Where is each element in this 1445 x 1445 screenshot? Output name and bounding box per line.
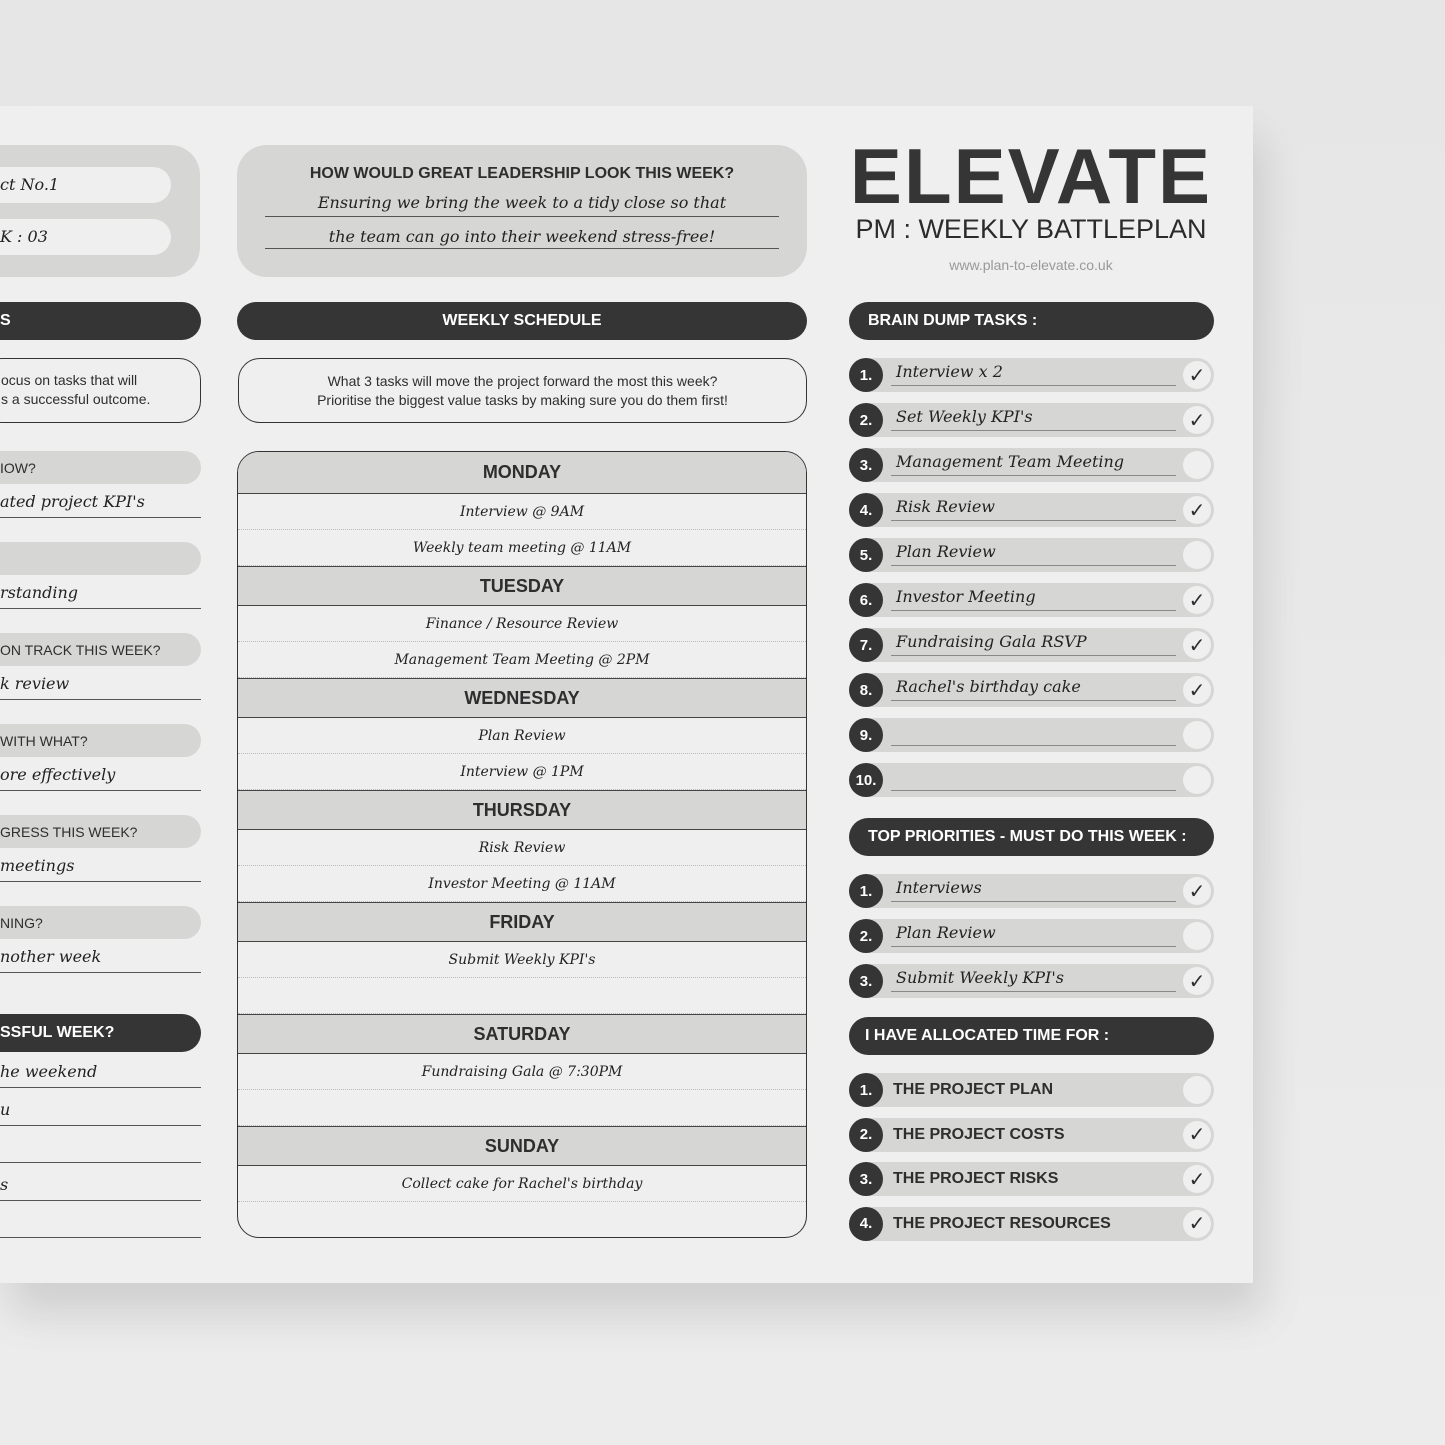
checkbox[interactable] [1183,541,1211,569]
top-priorities-header: TOP PRIORITIES - MUST DO THIS WEEK : [849,818,1214,856]
day-header-tuesday: TUESDAY [238,566,806,606]
item-label: THE PROJECT RISKS [893,1170,1059,1187]
question-pill: IOW? [0,451,201,484]
checkmark-icon: ✓ [1188,1213,1206,1235]
checkmark-icon: ✓ [1188,1124,1206,1146]
checkmark-icon: ✓ [1188,970,1206,993]
weekly-schedule-header: WEEKLY SCHEDULE [237,302,807,340]
brand-block [846,132,1216,273]
item-text-field[interactable]: Submit Weekly KPI's [891,968,1176,992]
priorities-row [849,874,1214,908]
success-answer-line[interactable] [0,1208,201,1238]
schedule-intro-line: What 3 tasks will move the project forward the most this week? [327,373,718,389]
checkmark-icon: ✓ [1188,679,1206,702]
schedule-intro-line: Prioritise the biggest value tasks by making sure you do them first! [317,392,728,408]
allocated-row [849,1162,1214,1196]
brain-dump-row [849,718,1214,752]
checkbox[interactable] [1183,967,1211,995]
answer-line[interactable]: ore effectively [0,761,201,791]
schedule-slot[interactable]: Investor Meeting @ 11AM [238,866,806,902]
brain-dump-header: BRAIN DUMP TASKS : [849,302,1214,340]
day-header-sunday: SUNDAY [238,1126,806,1166]
item-text-field[interactable]: Rachel's birthday cake [891,677,1176,701]
allocated-row [849,1207,1214,1241]
checkmark-icon: ✓ [1188,589,1206,612]
intro-line: ocus on tasks that will [1,372,138,388]
brand-url[interactable]: www.plan-to-elevate.co.uk [949,257,1113,273]
success-section-header: SSFUL WEEK? [0,1014,201,1052]
brain-dump-row [849,358,1214,392]
day-header-monday: MONDAY [238,452,806,494]
checkbox[interactable] [1183,1076,1211,1104]
checkbox[interactable] [1183,1165,1211,1193]
allocated-row [849,1073,1214,1107]
weekly-schedule-table [237,451,807,1238]
checkmark-icon: ✓ [1188,364,1206,387]
schedule-slot[interactable] [238,1090,806,1126]
schedule-slot[interactable]: Finance / Resource Review [238,606,806,642]
leadership-answer-line[interactable]: Ensuring we bring the week to a tidy close so that [265,189,779,217]
item-number-badge: 3. [849,964,883,998]
brain-dump-row [849,403,1214,437]
item-label: THE PROJECT PLAN [893,1081,1054,1098]
item-text-field[interactable]: Plan Review [891,542,1176,566]
item-text-field[interactable]: Interview x 2 [891,362,1176,386]
brain-dump-row [849,628,1214,662]
answer-line[interactable]: ated project KPI's [0,488,201,518]
answer-line[interactable]: meetings [0,852,201,882]
item-number-badge: 5. [849,538,883,572]
item-number-badge: 2. [849,1118,883,1152]
day-header-saturday: SATURDAY [238,1014,806,1054]
checkbox[interactable] [1183,1121,1211,1149]
item-text-field[interactable]: Management Team Meeting [891,452,1176,476]
day-header-friday: FRIDAY [238,902,806,942]
item-text-field[interactable] [891,767,1176,791]
schedule-slot[interactable]: Fundraising Gala @ 7:30PM [238,1054,806,1090]
allocated-row [849,1118,1214,1152]
day-header-wednesday: WEDNESDAY [238,678,806,718]
schedule-slot[interactable]: Weekly team meeting @ 11AM [238,530,806,566]
item-text-field[interactable]: Risk Review [891,497,1176,521]
project-info-box [0,145,200,277]
brain-dump-row [849,493,1214,527]
schedule-intro-box [238,358,807,423]
brand-subtitle: PM : WEEKLY BATTLEPLAN [855,214,1207,244]
leadership-answer-line[interactable]: the team can go into their weekend stress-free! [265,221,779,249]
question-pill: GRESS THIS WEEK? [0,815,201,848]
answer-line[interactable]: nother week [0,943,201,973]
checkbox[interactable] [1183,586,1211,614]
schedule-slot[interactable]: Collect cake for Rachel's birthday [238,1166,806,1202]
intro-line: s a successful outcome. [1,391,151,407]
brain-dump-row [849,538,1214,572]
question-pill: ON TRACK THIS WEEK? [0,633,201,666]
item-number-badge: 8. [849,673,883,707]
checkmark-icon: ✓ [1188,634,1206,657]
checkbox[interactable] [1183,766,1211,794]
day-header-thursday: THURSDAY [238,790,806,830]
item-number-badge: 1. [849,358,883,392]
item-number-badge: 1. [849,874,883,908]
item-label: THE PROJECT RESOURCES [893,1214,1111,1232]
checkmark-icon: ✓ [1188,409,1206,432]
priorities-row [849,964,1214,998]
question-pill [0,542,201,575]
project-name-field[interactable]: ct No.1 [0,167,171,203]
item-number-badge: 1. [849,1073,883,1107]
schedule-slot[interactable]: Management Team Meeting @ 2PM [238,642,806,678]
success-answer-line[interactable]: u [0,1096,201,1126]
week-number-field[interactable]: K : 03 [0,219,171,255]
answer-line[interactable]: k review [0,670,201,700]
schedule-slot[interactable]: Interview @ 1PM [238,754,806,790]
left-column [0,106,202,1283]
item-text-field[interactable]: Fundraising Gala RSVP [891,632,1176,656]
question-pill: WITH WHAT? [0,724,201,757]
item-text-field[interactable]: Investor Meeting [891,587,1176,611]
brain-dump-row [849,448,1214,482]
leadership-box [237,145,807,277]
brain-dump-row [849,763,1214,797]
left-section-header: S [0,302,201,340]
schedule-slot[interactable] [238,978,806,1014]
left-intro-box [0,358,201,423]
checkmark-icon: ✓ [1188,880,1206,903]
checkbox[interactable] [1183,496,1211,524]
item-label: THE PROJECT COSTS [893,1125,1065,1143]
item-number-badge: 4. [849,493,883,527]
item-number-badge: 10. [849,763,883,797]
schedule-slot[interactable]: Submit Weekly KPI's [238,942,806,978]
schedule-slot[interactable]: Risk Review [238,830,806,866]
item-text-field[interactable] [891,722,1176,746]
success-answer-line[interactable]: s [0,1171,201,1201]
item-number-badge: 7. [849,628,883,662]
checkbox[interactable] [1183,361,1211,389]
schedule-slot[interactable] [238,1202,806,1238]
allocated-time-header: I HAVE ALLOCATED TIME FOR : [849,1017,1214,1055]
checkbox[interactable] [1183,877,1211,905]
item-number-badge: 2. [849,403,883,437]
success-answer-line[interactable]: he weekend [0,1058,201,1088]
question-pill: NING? [0,906,201,939]
success-answer-line[interactable] [0,1133,201,1163]
checkbox[interactable] [1183,922,1211,950]
leadership-question: HOW WOULD GREAT LEADERSHIP LOOK THIS WEEK? [309,165,735,182]
item-text-field[interactable]: Plan Review [891,923,1176,947]
priorities-row [849,919,1214,953]
checkbox[interactable] [1183,676,1211,704]
checkbox[interactable] [1183,406,1211,434]
answer-line[interactable]: rstanding [0,579,201,609]
item-number-badge: 6. [849,583,883,617]
schedule-slot[interactable]: Plan Review [238,718,806,754]
item-number-badge: 2. [849,919,883,953]
item-text-field[interactable]: Interviews [891,878,1176,902]
item-number-badge: 3. [849,448,883,482]
planner-sheet [0,106,1253,1283]
checkbox[interactable] [1183,451,1211,479]
checkmark-icon: ✓ [1188,499,1206,522]
brain-dump-row [849,673,1214,707]
schedule-slot[interactable]: Interview @ 9AM [238,494,806,530]
brain-dump-row [849,583,1214,617]
item-number-badge: 3. [849,1162,883,1196]
item-text-field[interactable]: Set Weekly KPI's [891,407,1176,431]
checkbox[interactable] [1183,721,1211,749]
item-number-badge: 9. [849,718,883,752]
checkmark-icon: ✓ [1188,1168,1206,1191]
item-number-badge: 4. [849,1207,883,1241]
checkbox[interactable] [1183,1210,1211,1238]
checkbox[interactable] [1183,631,1211,659]
elevate-logo: ELEVATE [849,132,1213,220]
